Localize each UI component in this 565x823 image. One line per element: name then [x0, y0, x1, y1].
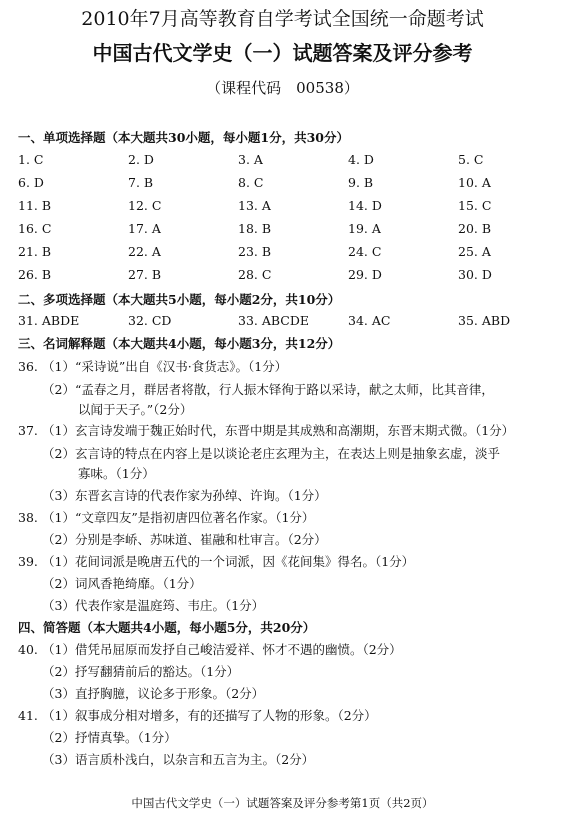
- answer-item: 14. D: [348, 198, 382, 213]
- answer-item: 26. B: [18, 267, 52, 282]
- answer-item: 34. AC: [348, 313, 391, 328]
- section2-title: 二、多项选择题（本大题共5小题，每小题2分，共10分）: [18, 292, 341, 307]
- answer-item: 22. A: [128, 244, 161, 259]
- answer-line: （1）借凭吊屈原而发抒自己峻洁爱祥、怀才不遇的幽愤。（2分）: [42, 642, 402, 657]
- answer-item: 17. A: [128, 221, 161, 236]
- answer-item: 8. C: [238, 175, 264, 190]
- answer-row: [0, 267, 565, 289]
- answer-line: （3）直抒胸臆，议论多于形象。（2分）: [42, 686, 265, 701]
- question-37: [18, 421, 514, 439]
- answer-item: 3. A: [238, 152, 263, 167]
- answer-line: （1）叙事成分相对增多，有的还描写了人物的形象。（2分）: [42, 708, 377, 723]
- question-40: [18, 640, 402, 658]
- answer-item: 12. C: [128, 198, 162, 213]
- answer-row: [0, 175, 565, 197]
- answer-row: [0, 244, 565, 266]
- question-number: 41.: [18, 708, 38, 723]
- question-number: 40.: [18, 642, 38, 657]
- answer-item: 30. D: [458, 267, 492, 282]
- answer-row: [0, 198, 565, 220]
- section4-title: 四、简答题（本大题共4小题，每小题5分，共20分）: [18, 620, 316, 635]
- answer-item: 6. D: [18, 175, 44, 190]
- section3-title: 三、名词解释题（本大题共4小题，每小题3分，共12分）: [18, 336, 341, 351]
- answer-item: 4. D: [348, 152, 374, 167]
- answer-line: 寡味。（1分）: [78, 466, 155, 481]
- question-number: 36.: [18, 359, 38, 374]
- answer-item: 15. C: [458, 198, 492, 213]
- answer-line: （3）语言质朴浅白，以杂言和五言为主。（2分）: [42, 752, 315, 767]
- answer-item: 32. CD: [128, 313, 172, 328]
- answer-item: 1. C: [18, 152, 44, 167]
- answer-item: 28. C: [238, 267, 272, 282]
- question-number: 37.: [18, 423, 38, 438]
- answer-row: [0, 313, 565, 335]
- answer-item: 23. B: [238, 244, 272, 259]
- answer-item: 18. B: [238, 221, 272, 236]
- answer-line: （2）抒情真挚。（1分）: [42, 730, 177, 745]
- paper-title: 中国古代文学史（一）试题答案及评分参考: [92, 41, 473, 65]
- question-number: 38.: [18, 510, 38, 525]
- answer-item: 7. B: [128, 175, 154, 190]
- answer-row: [0, 221, 565, 243]
- answer-line: （2）玄言诗的特点在内容上是以谈论老庄玄理为主，在表达上则是抽象玄虚，淡乎: [42, 446, 500, 461]
- answer-item: 27. B: [128, 267, 162, 282]
- course-code: （课程代码 00538）: [206, 79, 359, 97]
- question-38: [18, 508, 314, 526]
- answer-item: 24. C: [348, 244, 382, 259]
- answer-item: 35. ABD: [458, 313, 511, 328]
- question-number: 39.: [18, 554, 38, 569]
- answer-item: 10. A: [458, 175, 491, 190]
- answer-item: 25. A: [458, 244, 491, 259]
- section1-title: 一、单项选择题（本大题共30小题，每小题1分，共30分）: [18, 130, 349, 145]
- question-41: [18, 706, 377, 724]
- answer-item: 29. D: [348, 267, 382, 282]
- answer-item: 31. ABDE: [18, 313, 80, 328]
- answer-item: 13. A: [238, 198, 271, 213]
- answer-line: （2）词风香艳绮靡。（1分）: [42, 576, 202, 591]
- answer-item: 16. C: [18, 221, 52, 236]
- answer-line: （1）“采诗说”出自《汉书·食货志》。（1分）: [42, 359, 288, 374]
- answer-item: 19. A: [348, 221, 381, 236]
- question-39: [18, 552, 414, 570]
- answer-line: （1）花间词派是晚唐五代的一个词派，因《花间集》得名。（1分）: [42, 554, 415, 569]
- answer-line: （3）代表作家是温庭筠、韦庄。（1分）: [42, 598, 265, 613]
- answer-line: （2）分别是李峤、苏味道、崔融和杜审言。（2分）: [42, 532, 327, 547]
- answer-item: 21. B: [18, 244, 52, 259]
- answer-item: 33. ABCDE: [238, 313, 310, 328]
- answer-item: 2. D: [128, 152, 154, 167]
- answer-line: 以闻于天子。”（2分）: [78, 402, 193, 417]
- answer-item: 11. B: [18, 198, 52, 213]
- page-footer: 中国古代文学史（一）试题答案及评分参考第1页（共2页）: [131, 796, 434, 810]
- answer-line: （1）玄言诗发端于魏正始时代，东晋中期是其成熟和高潮期，东晋末期式微。（1分）: [42, 423, 515, 438]
- answer-line: （2）“孟春之月，群居者将散，行人振木铎徇于路以采诗，献之太师，比其音律，: [42, 382, 494, 397]
- answer-item: 20. B: [458, 221, 492, 236]
- answer-line: （2）抒写翻猜前后的豁达。（1分）: [42, 664, 240, 679]
- answer-line: （3）东晋玄言诗的代表作家为孙绰、许询。（1分）: [42, 488, 327, 503]
- question-36: [18, 357, 287, 375]
- answer-item: 9. B: [348, 175, 374, 190]
- answer-line: （1）“文章四友”是指初唐四位著名作家。（1分）: [42, 510, 315, 525]
- exam-title: 2010年7月高等教育自学考试全国统一命题考试: [81, 8, 484, 30]
- answer-item: 5. C: [458, 152, 484, 167]
- answer-row: [0, 152, 565, 174]
